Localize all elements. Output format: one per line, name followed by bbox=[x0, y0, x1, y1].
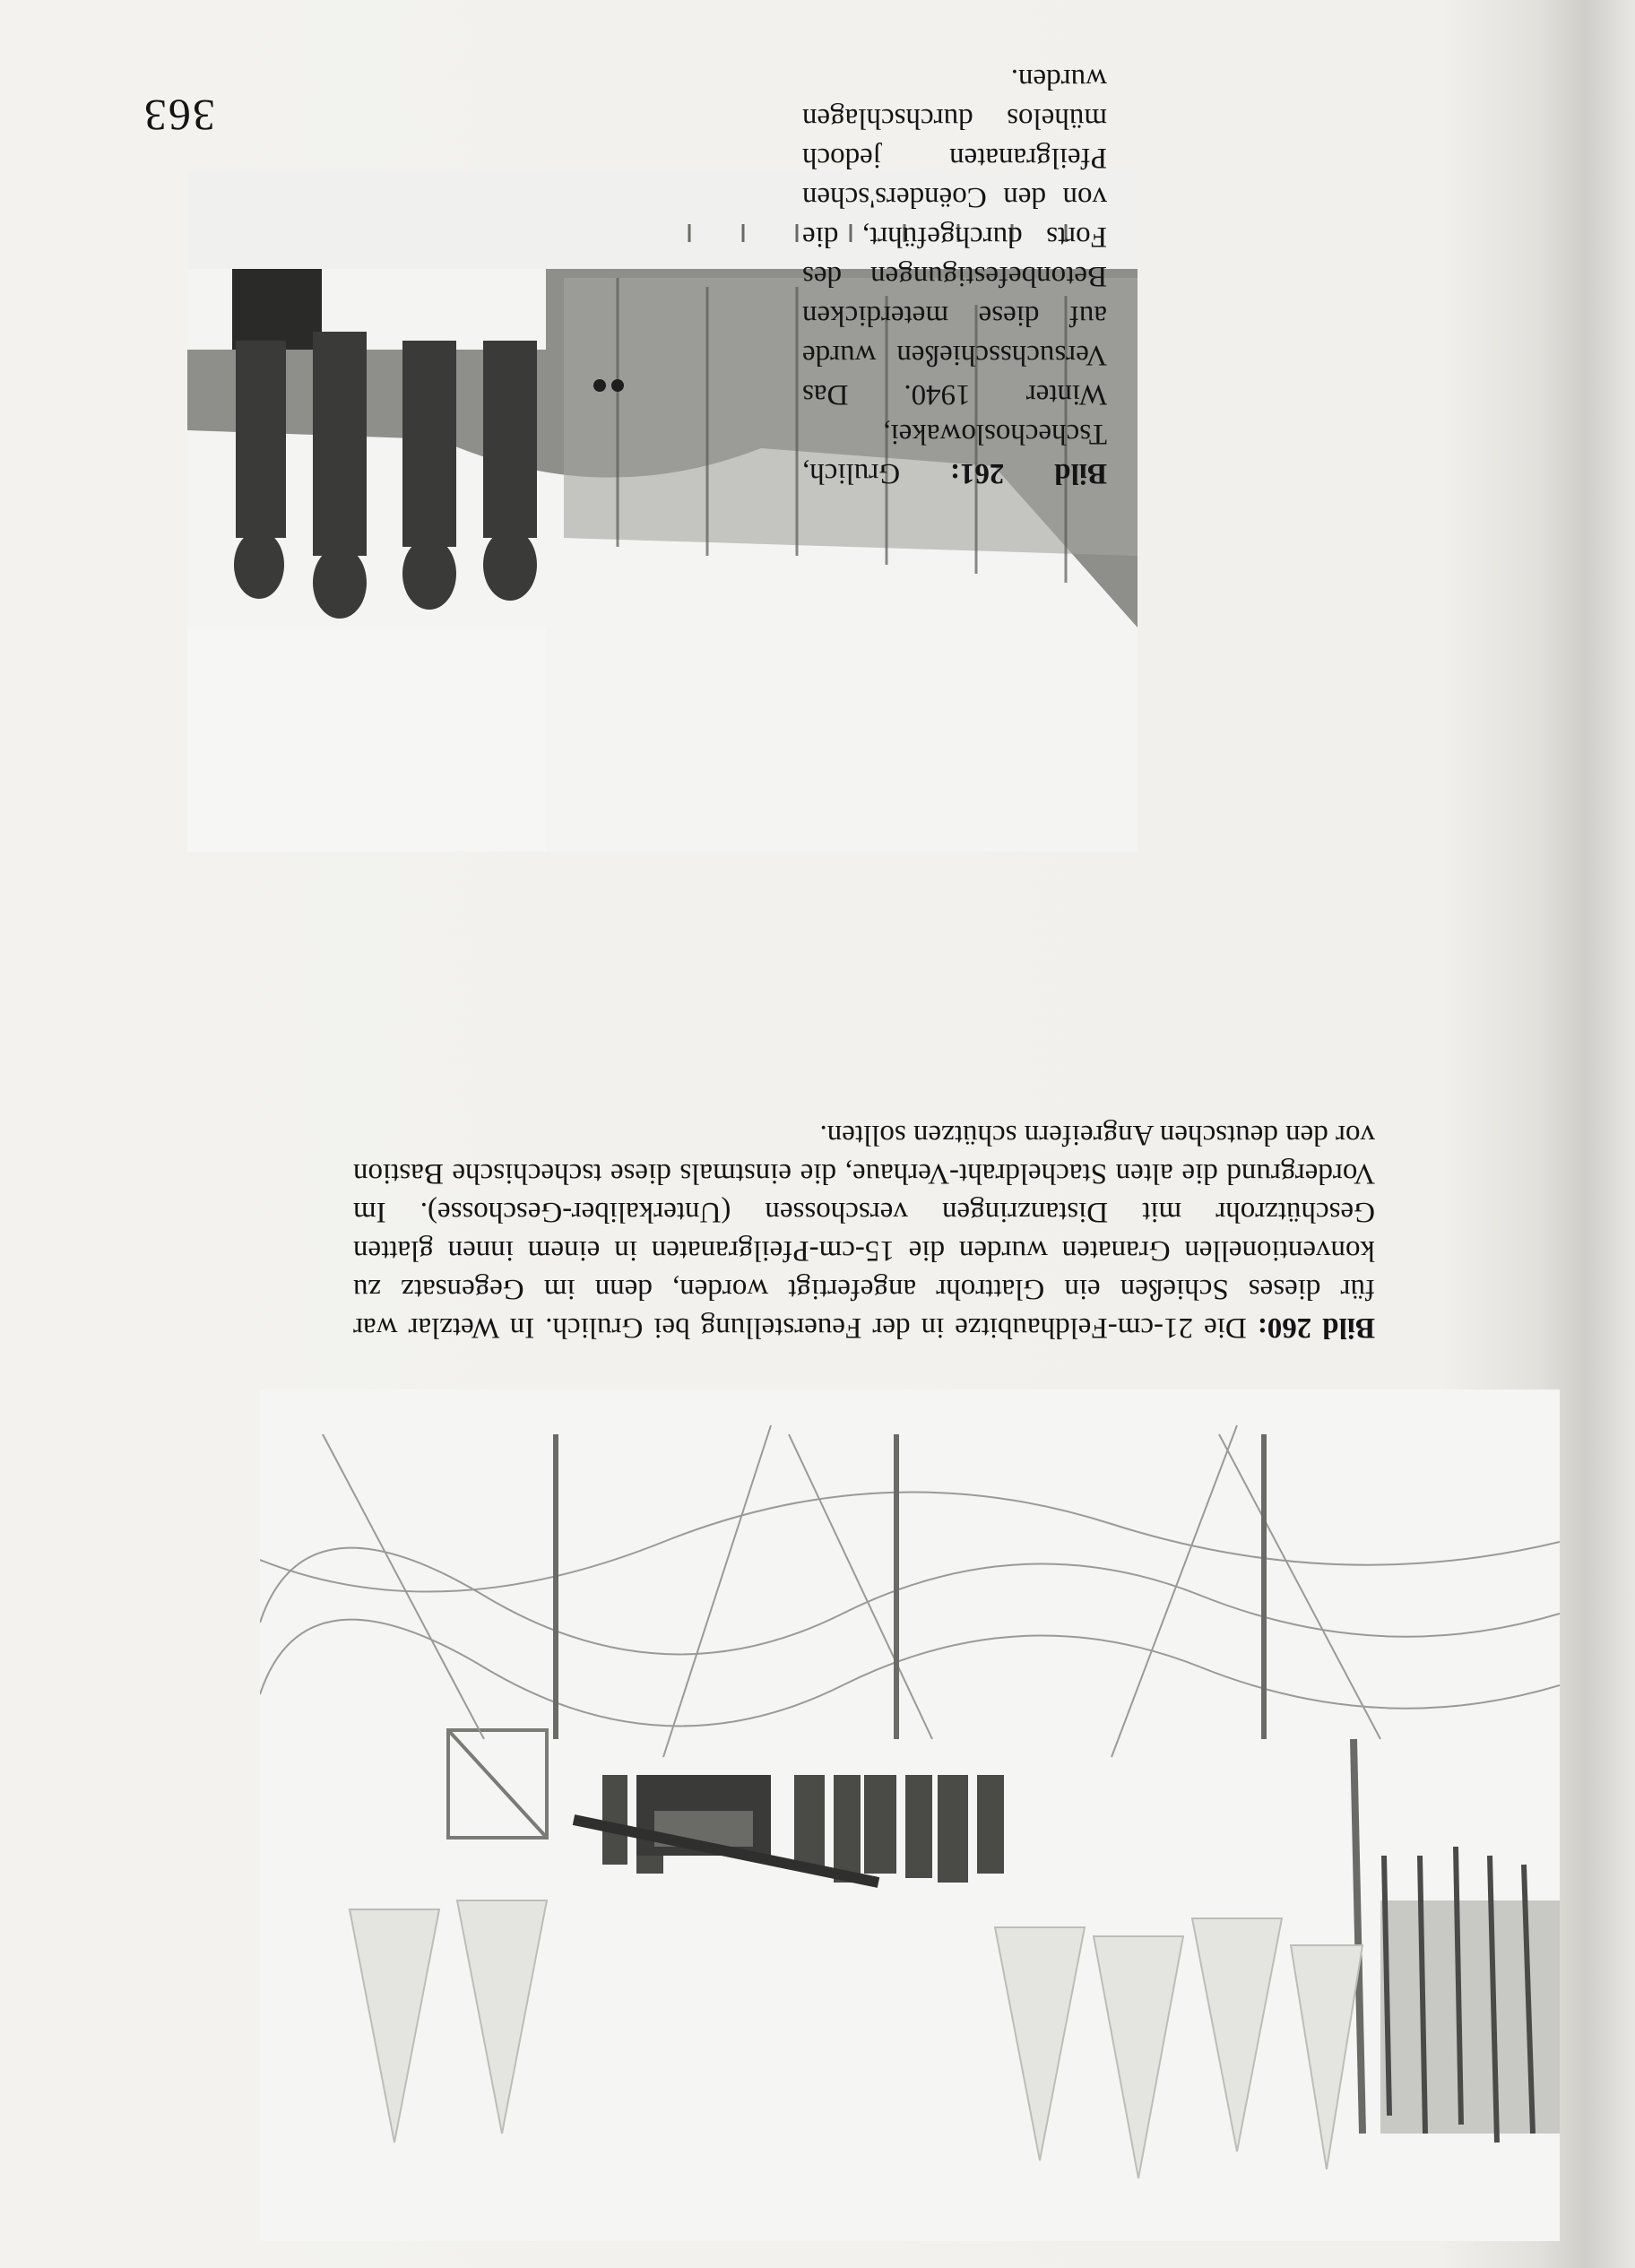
figure-261-caption-text: Grulich, Tschechoslowakei, Winter 1940. Das Versuchsschießen wurde auf diese meterdicken Betonbefestigungen des Forts durchgeführt, die von den Coënders'schen Pfeilgranaten jedoch mühelos durchschlagen wurden. bbox=[802, 63, 1107, 489]
photo-howitzer-firing-position bbox=[260, 1389, 1560, 2241]
caption-figure-261 bbox=[802, 59, 1107, 493]
photo-howitzer-drawing bbox=[260, 1389, 1560, 2241]
figure-261-label: Bild 261: bbox=[949, 457, 1107, 489]
figure-260-label: Bild 260: bbox=[1257, 1311, 1375, 1344]
figure-260-caption-text: Die 21-cm-Feldhaubitze in der Feuerstellung bei Grulich. In Wetzlar war für dieses Schießen ein Glattrohr angefertigt worden, denn im Gegensatz zu konventionellen Granaten wurden die 15-cm-Pfeilgranaten in einem innen glatten Geschützrohr mit Distanzringen verschossen (Unterkaliber-Geschosse). Im Vordergrund die alten Stacheldraht-Verhaue, die einstmals diese tschechische Bastion vor den deutschen Angreifern schützen sollten. bbox=[353, 1119, 1375, 1344]
caption-figure-260 bbox=[353, 1115, 1375, 1346]
page-number: 363 bbox=[143, 91, 215, 141]
